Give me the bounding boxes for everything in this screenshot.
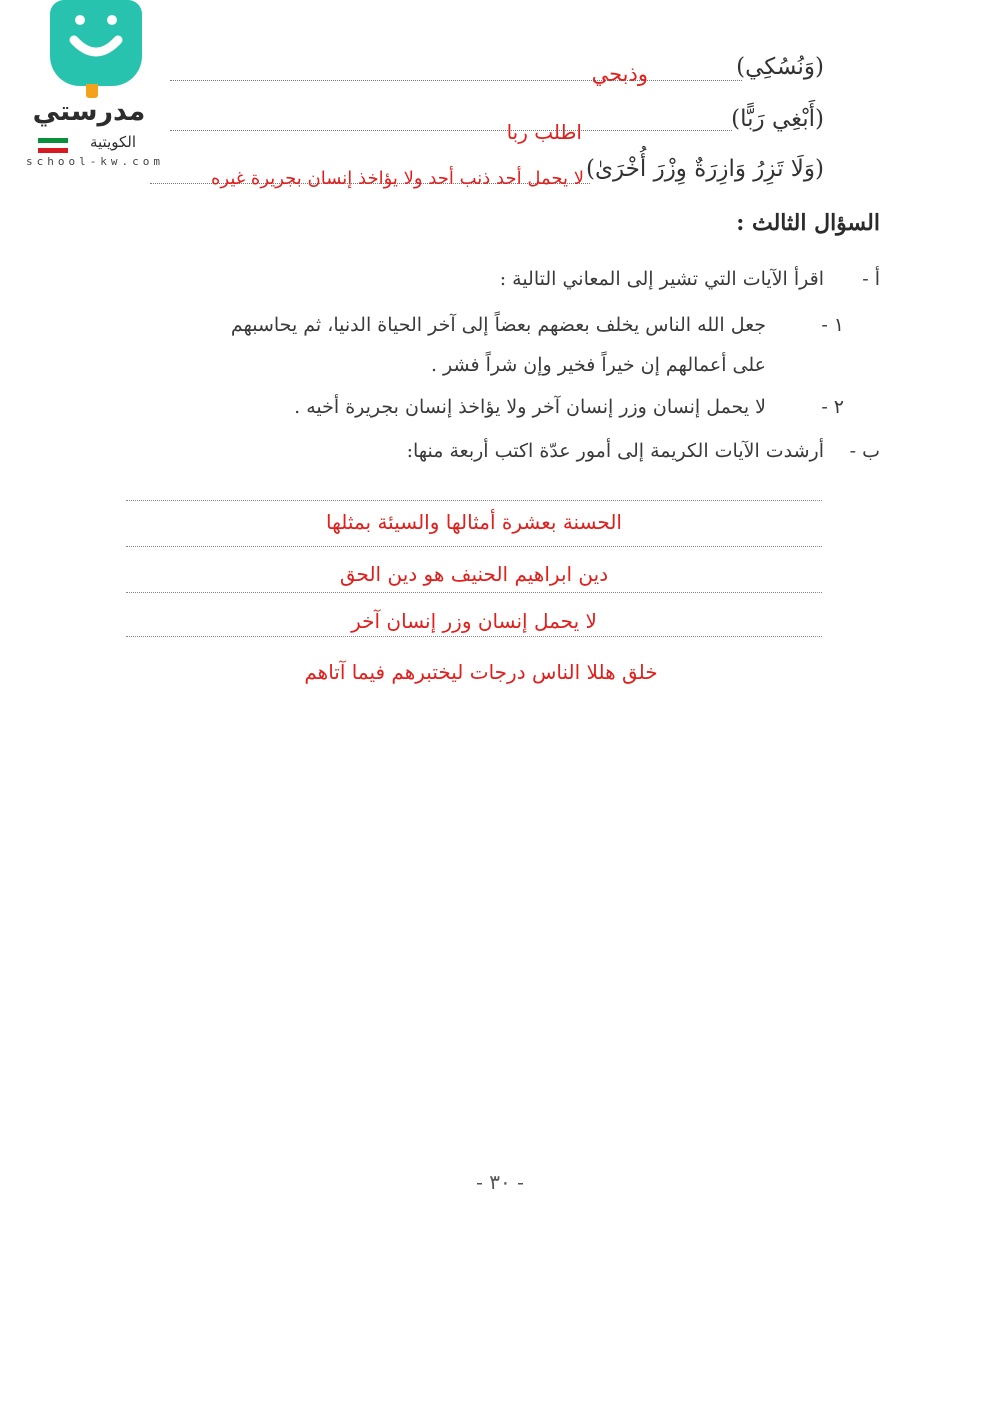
answer-line-3 <box>126 592 822 593</box>
part-a-item-2-num: ٢ - <box>821 396 844 418</box>
logo-title: مدرستي <box>32 96 146 127</box>
verse-1-answer: وذبحي <box>591 62 648 86</box>
answer-line-1 <box>126 500 822 501</box>
part-a-item-1-line1: جعل الله الناس يخلف بعضهم بعضاً إلى آخر الحياة الدنيا، ثم يحاسبهم <box>230 314 766 336</box>
kuwait-flag-icon <box>38 138 68 153</box>
logo-subtitle: الكويتية <box>89 133 137 151</box>
part-b-answer-4: خلق هللا الناس درجات ليختبرهم فيما آتاهم <box>304 660 658 684</box>
verse-2-answer: اطلب ربا <box>506 120 582 144</box>
verse-2-line <box>170 130 732 131</box>
logo-url: school-kw.com <box>25 155 165 168</box>
verse-3-answer: لا يحمل أحد ذنب أحد ولا يؤاخذ إنسان بجريرة غيره <box>210 168 584 189</box>
verse-1: (وَنُسُكِي) <box>736 54 824 80</box>
part-a-label: أ - <box>862 268 880 290</box>
verse-3: (وَلَا تَزِرُ وَازِرَةٌ وِزْرَ أُخْرَىٰ) <box>586 156 824 182</box>
question-heading: السؤال الثالث : <box>736 210 880 236</box>
part-a-item-2-line1: لا يحمل إنسان وزر إنسان آخر ولا يؤاخذ إنسان بجريرة أخيه . <box>294 396 766 418</box>
part-a-item-1-num: ١ - <box>821 314 844 336</box>
part-a-prompt: اقرأ الآيات التي تشير إلى المعاني التالية : <box>499 268 824 290</box>
verse-1-line <box>170 80 742 81</box>
page-number: - ٣٠ - <box>476 1170 524 1194</box>
part-b-answer-3: لا يحمل إنسان وزر إنسان آخر <box>351 609 597 633</box>
verse-2: (أَبْغِي رَبًّا) <box>731 106 824 132</box>
answer-line-2 <box>126 546 822 547</box>
logo <box>10 0 170 170</box>
part-b-label: ب - <box>849 440 880 462</box>
part-b-answer-2: دين ابراهيم الحنيف هو دين الحق <box>339 562 609 586</box>
logo-icon <box>50 0 142 86</box>
part-b-prompt: أرشدت الآيات الكريمة إلى أمور عدّة اكتب أربعة منها: <box>406 440 824 462</box>
answer-line-4 <box>126 636 822 637</box>
part-b-answer-1: الحسنة بعشرة أمثالها والسيئة بمثلها <box>325 510 622 534</box>
part-a-item-1-line2: على أعمالهم إن خيراً فخير وإن شراً فشر . <box>430 354 766 376</box>
